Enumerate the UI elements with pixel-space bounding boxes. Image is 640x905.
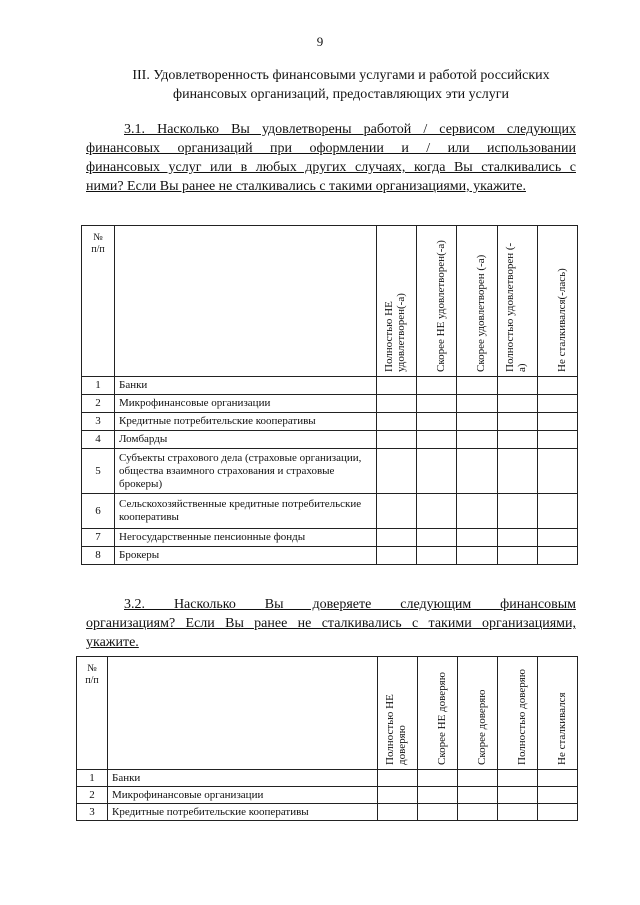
answer-cell[interactable]: [538, 770, 578, 787]
row-num: 1: [82, 377, 115, 395]
table-row: [82, 494, 578, 529]
header-name-blank: [115, 226, 377, 377]
answer-cell[interactable]: [458, 787, 498, 804]
answer-cell[interactable]: [498, 431, 538, 449]
answer-cell[interactable]: [538, 413, 578, 431]
answer-cell[interactable]: [457, 431, 498, 449]
row-num: 6: [82, 494, 115, 529]
column-label: Не сталкивался: [555, 692, 568, 765]
answer-cell[interactable]: [417, 413, 457, 431]
answer-cell[interactable]: [457, 377, 498, 395]
header-name-blank: [108, 657, 378, 770]
answer-cell[interactable]: [538, 377, 578, 395]
question-3-2-line-3: укажите.: [86, 635, 139, 650]
answer-cell[interactable]: [418, 787, 458, 804]
question-3-2-line-1: 3.2. Насколько Вы доверяете следующим финансовым: [124, 597, 576, 612]
answer-cell[interactable]: [378, 787, 418, 804]
answer-cell[interactable]: [498, 787, 538, 804]
row-num: 5: [82, 449, 115, 494]
answer-cell[interactable]: [417, 547, 457, 565]
answer-cell[interactable]: [417, 377, 457, 395]
answer-cell[interactable]: [538, 449, 578, 494]
header-num: [82, 226, 115, 377]
header-num-label: № п/п: [85, 663, 99, 686]
trust-table: [76, 656, 578, 821]
answer-cell[interactable]: [498, 804, 538, 821]
answer-cell[interactable]: [417, 431, 457, 449]
answer-cell[interactable]: [498, 449, 538, 494]
answer-cell[interactable]: [538, 529, 578, 547]
header-col-4: [498, 657, 538, 770]
question-3-1-line-4: ними? Если Вы ранее не сталкивались с такими организациями, укажите.: [86, 179, 526, 194]
header-col-5: [538, 657, 578, 770]
header-col-2: [418, 657, 458, 770]
row-name: Кредитные потребительские кооперативы: [115, 413, 377, 431]
answer-cell[interactable]: [378, 770, 418, 787]
satisfaction-table: [81, 225, 578, 565]
column-label: Скорее НЕ доверяю: [435, 672, 448, 765]
row-name: Сельскохозяйственные кредитные потребительские кооперативы: [115, 494, 377, 529]
question-3-1: [86, 120, 576, 196]
table-row: [82, 395, 578, 413]
row-name: Ломбарды: [115, 431, 377, 449]
table-row: [82, 377, 578, 395]
row-num: 8: [82, 547, 115, 565]
column-label: Полностью удовлетворен (-а): [503, 242, 528, 372]
row-name: Микрофинансовые организации: [108, 787, 378, 804]
row-num: 3: [77, 804, 108, 821]
column-label: Полностью доверяю: [515, 668, 528, 765]
answer-cell[interactable]: [457, 413, 498, 431]
row-num: 3: [82, 413, 115, 431]
row-num: 2: [82, 395, 115, 413]
answer-cell[interactable]: [498, 395, 538, 413]
answer-cell[interactable]: [498, 377, 538, 395]
answer-cell[interactable]: [418, 804, 458, 821]
answer-cell[interactable]: [498, 770, 538, 787]
row-name: Банки: [115, 377, 377, 395]
table-row: [82, 431, 578, 449]
answer-cell[interactable]: [498, 494, 538, 529]
answer-cell[interactable]: [458, 804, 498, 821]
header-col-4: [498, 226, 538, 377]
answer-cell[interactable]: [498, 529, 538, 547]
section-title: III. Удовлетворенность финансовыми услугами и работой российских финансовых организаций, предоставляющих эти услуги: [132, 68, 550, 102]
answer-cell[interactable]: [417, 494, 457, 529]
answer-cell[interactable]: [377, 449, 417, 494]
column-label: Не сталкивался(-лась): [555, 268, 568, 372]
question-3-1-line-1: 3.1. Насколько Вы удовлетворены работой / сервисом следующих: [124, 122, 576, 137]
row-name: Брокеры: [115, 547, 377, 565]
header-col-1: [378, 657, 418, 770]
row-name: Кредитные потребительские кооперативы: [108, 804, 378, 821]
table-row: [82, 547, 578, 565]
answer-cell[interactable]: [457, 494, 498, 529]
row-num: 4: [82, 431, 115, 449]
column-label: Полностью НЕ удовлетворен(-а): [382, 293, 407, 372]
row-name: Микрофинансовые организации: [115, 395, 377, 413]
row-num: 2: [77, 787, 108, 804]
answer-cell[interactable]: [377, 377, 417, 395]
answer-cell[interactable]: [538, 787, 578, 804]
question-3-1-line-3: финансовых услуг или в любых других случаях, когда Вы сталкивались с: [86, 160, 576, 175]
row-name: Банки: [108, 770, 378, 787]
row-num: 1: [77, 770, 108, 787]
table-row: [82, 529, 578, 547]
question-3-2-line-2: организациям? Если Вы ранее не сталкивались с такими организациями,: [86, 616, 576, 631]
table-row: [77, 770, 578, 787]
answer-cell[interactable]: [418, 770, 458, 787]
column-label: Скорее доверяю: [475, 689, 488, 765]
answer-cell[interactable]: [458, 770, 498, 787]
answer-cell[interactable]: [538, 395, 578, 413]
answer-cell[interactable]: [377, 431, 417, 449]
column-label: Скорее удовлетворен (-а): [475, 254, 487, 372]
answer-cell[interactable]: [377, 395, 417, 413]
table-row: [82, 413, 578, 431]
header-col-3: [458, 657, 498, 770]
answer-cell[interactable]: [457, 395, 498, 413]
answer-cell[interactable]: [417, 529, 457, 547]
answer-cell[interactable]: [457, 449, 498, 494]
header-col-2: [417, 226, 457, 377]
answer-cell[interactable]: [538, 431, 578, 449]
header-num: [77, 657, 108, 770]
answer-cell[interactable]: [378, 804, 418, 821]
column-label: Скорее НЕ удовлетворен(-а): [434, 240, 447, 372]
answer-cell[interactable]: [377, 547, 417, 565]
answer-cell[interactable]: [377, 413, 417, 431]
question-3-1-line-2: финансовых организаций при оформлении и / или использовании: [86, 141, 576, 156]
row-num: 7: [82, 529, 115, 547]
row-name: Негосударственные пенсионные фонды: [115, 529, 377, 547]
table-row: [77, 787, 578, 804]
answer-cell[interactable]: [457, 547, 498, 565]
answer-cell[interactable]: [377, 494, 417, 529]
table-row: [82, 449, 578, 494]
page-number: 9: [316, 34, 324, 49]
answer-cell[interactable]: [417, 449, 457, 494]
answer-cell[interactable]: [538, 494, 578, 529]
table-row: [77, 804, 578, 821]
answer-cell[interactable]: [498, 413, 538, 431]
row-name: Субъекты страхового дела (страховые организации, общества взаимного страхования и страховые брокеры): [115, 449, 377, 494]
header-num-label: № п/п: [91, 232, 105, 255]
answer-cell[interactable]: [538, 547, 578, 565]
column-label: Полностью НЕ доверяю: [383, 694, 408, 765]
header-col-5: [538, 226, 578, 377]
header-col-3: [457, 226, 498, 377]
answer-cell[interactable]: [377, 529, 417, 547]
table-header-row: [82, 226, 578, 377]
table-header-row: [77, 657, 578, 770]
answer-cell[interactable]: [498, 547, 538, 565]
answer-cell[interactable]: [457, 529, 498, 547]
header-col-1: [377, 226, 417, 377]
answer-cell[interactable]: [417, 395, 457, 413]
answer-cell[interactable]: [538, 804, 578, 821]
question-3-2: [86, 595, 576, 652]
